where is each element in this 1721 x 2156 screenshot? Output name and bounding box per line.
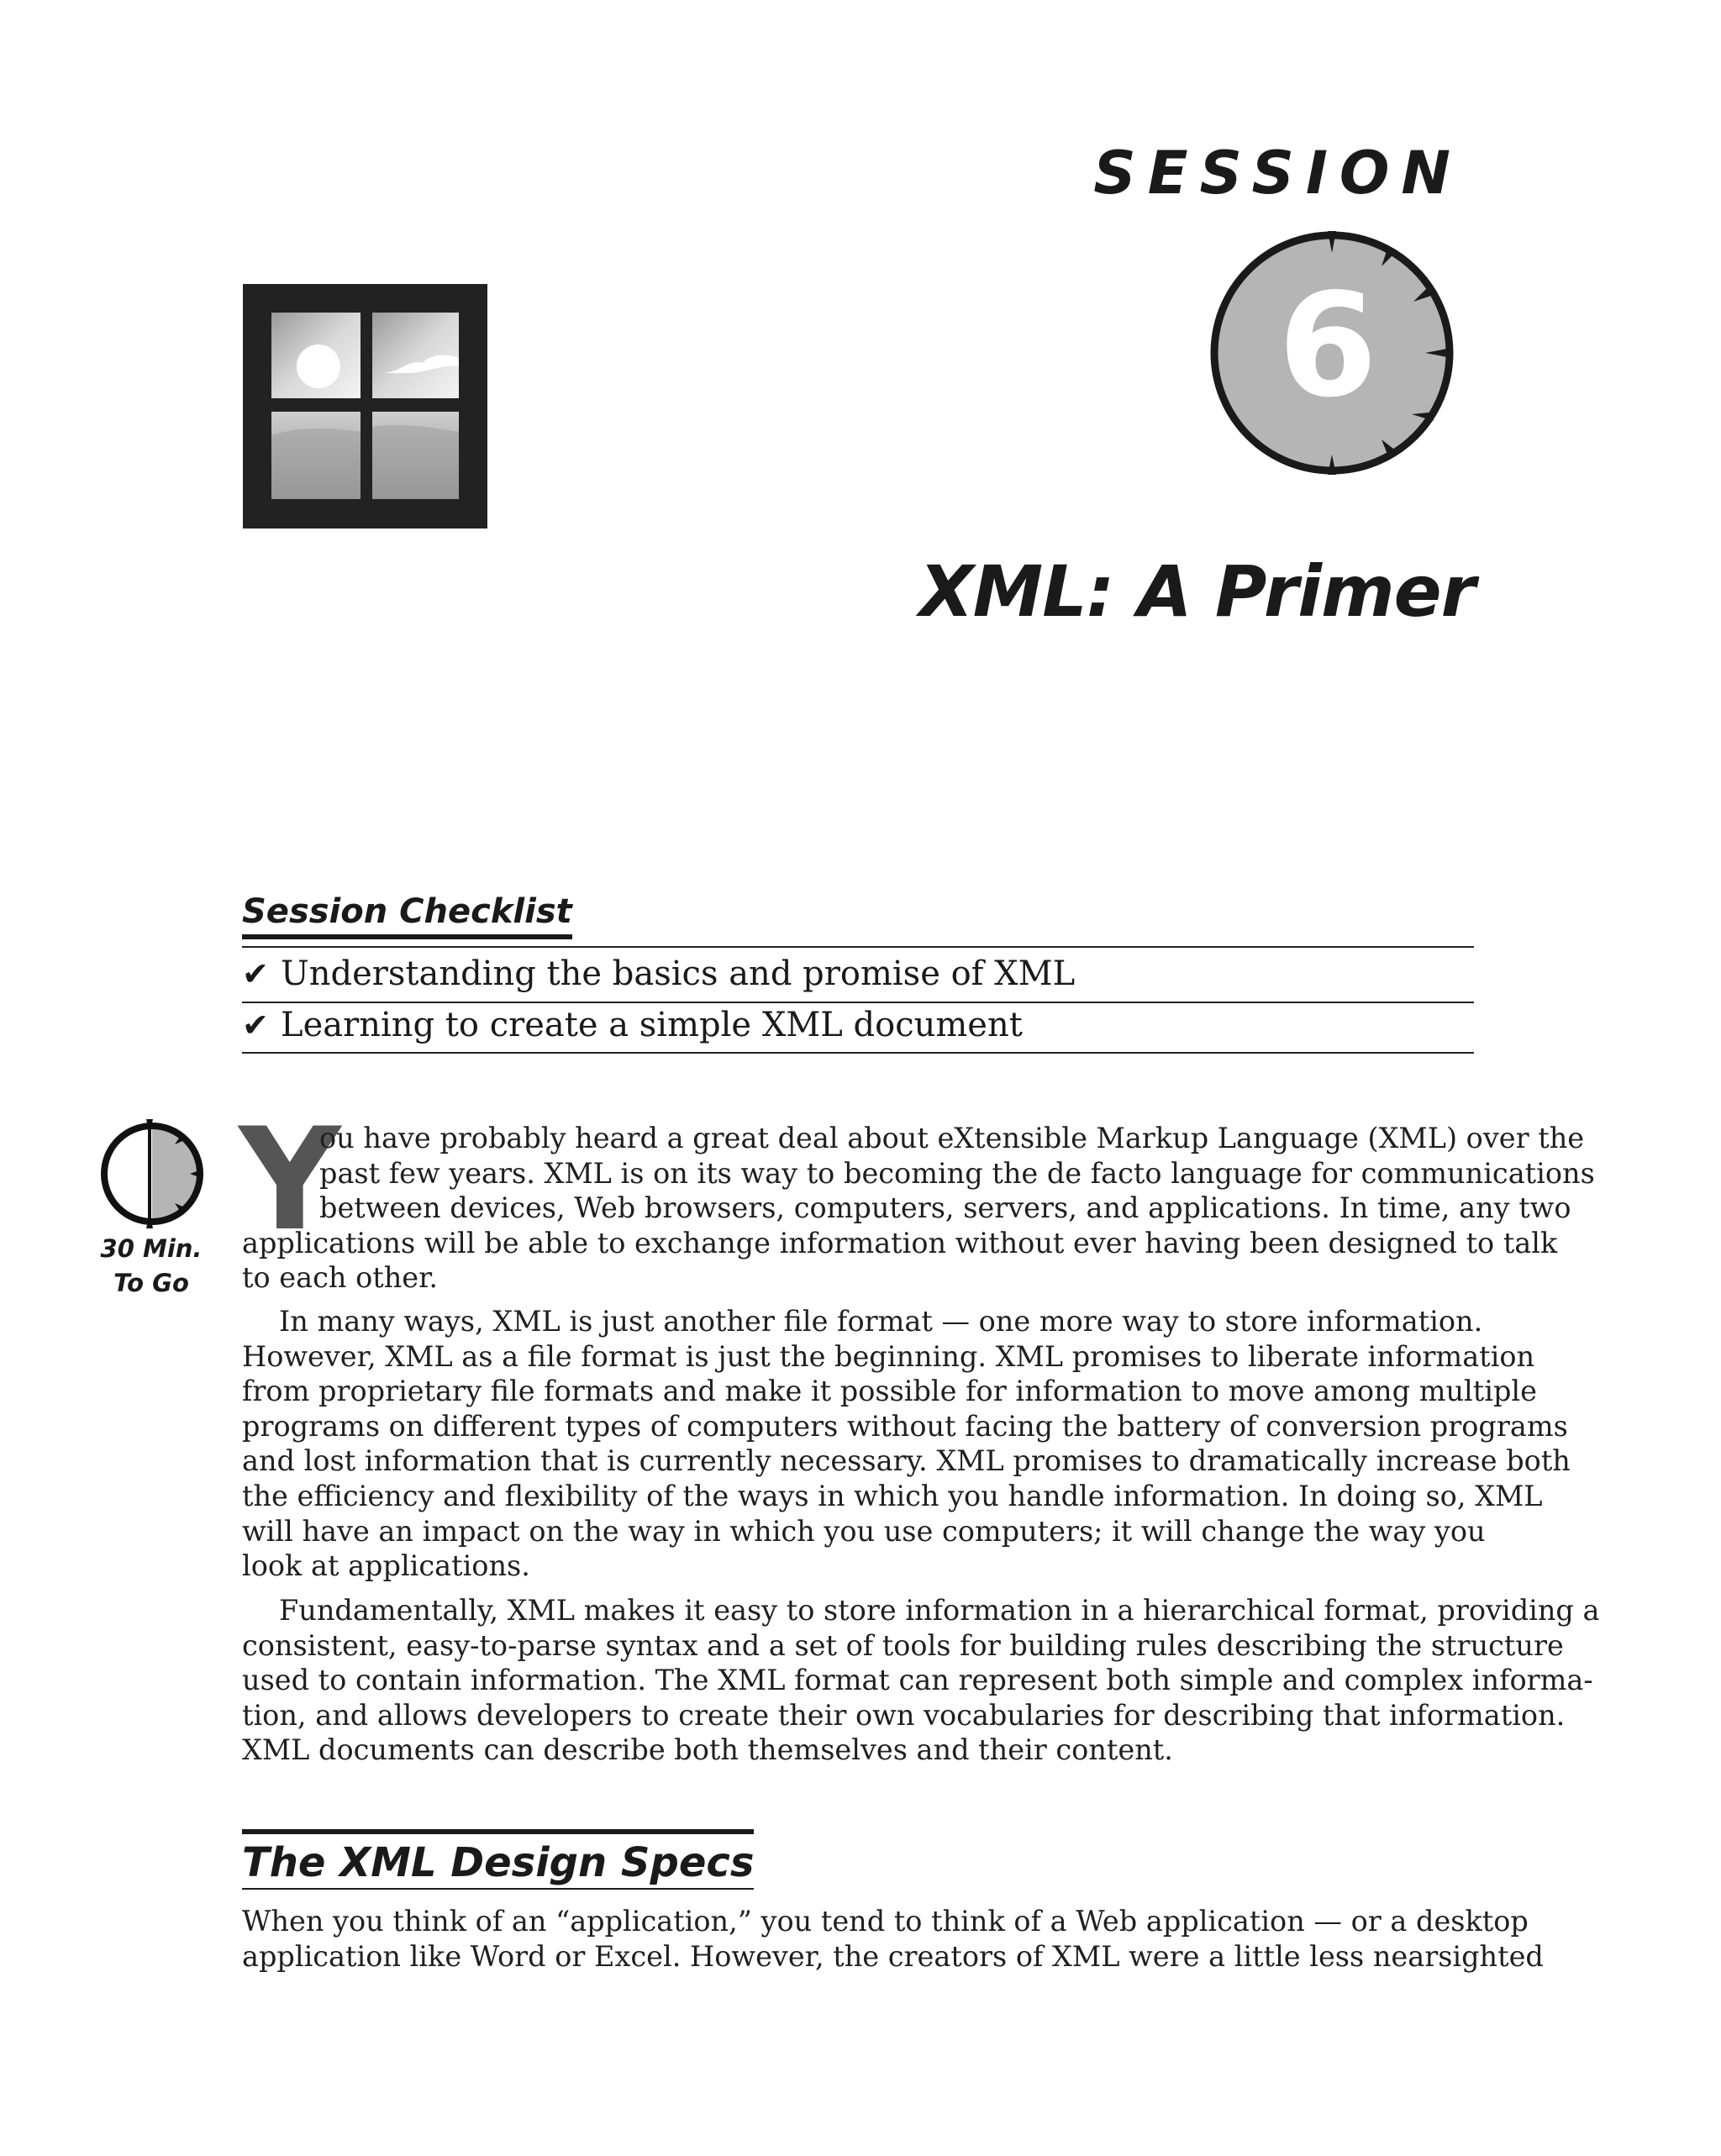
text-line: to each other. [242, 1261, 439, 1295]
checklist-item-text: Understanding the basics and promise of XML [281, 954, 1076, 993]
session-clock-badge [1202, 223, 1462, 487]
timer-caption [92, 1232, 210, 1301]
drop-cap: Y [239, 1097, 341, 1262]
checklist-heading: Session Checklist [242, 892, 572, 939]
timer-minutes: 30 Min. [100, 1234, 203, 1263]
text-line: application like Word or Excel. However, the creators of XML were a little less nearsighted [242, 1939, 1544, 1973]
text-line: past few years. XML is on its way to becoming the de facto language for communications [319, 1156, 1595, 1190]
checklist-rule-top [242, 946, 1474, 948]
text-line: between devices, Web browsers, computers, servers, and applications. In time, any two [319, 1191, 1571, 1225]
timer-to-go: To Go [113, 1269, 189, 1297]
text-line: However, XML as a file format is just the beginning. XML promises to liberate information [242, 1339, 1535, 1373]
section-heading: The XML Design Specs [242, 1829, 754, 1890]
session-label: SESSION [1093, 139, 1462, 208]
body-paragraph-2 [242, 1304, 1571, 1584]
text-line: used to contain information. The XML format can represent both simple and complex informa- [242, 1664, 1593, 1697]
body-paragraph-3 [242, 1593, 1600, 1768]
body-paragraph-1 [242, 1121, 1595, 1296]
check-icon: ✔ [242, 955, 269, 992]
text-line: programs on different types of computers without facing the battery of conversion programs [242, 1409, 1568, 1443]
text-line: tion, and allows developers to create their own vocabularies for describing that information. [242, 1698, 1566, 1732]
text-line: and lost information that is currently necessary. XML promises to dramatically increase both [242, 1444, 1571, 1478]
text-line: In many ways, XML is just another file format — one more way to store information. [279, 1305, 1483, 1338]
text-line: look at applications. [242, 1549, 530, 1583]
text-line: the efficiency and flexibility of the ways in which you handle information. In doing so, XML [242, 1479, 1543, 1512]
text-line: XML documents can describe both themselves and their content. [242, 1733, 1173, 1767]
text-line: will have an impact on the way in which you use computers; it will change the way you [242, 1514, 1486, 1548]
text-line: When you think of an “application,” you tend to think of a Web application — or a desktop [242, 1905, 1529, 1938]
session-number: 6 [1277, 263, 1378, 429]
chapter-title: XML: A Primer [918, 550, 1475, 633]
check-icon: ✔ [242, 1007, 269, 1044]
timer-icon [97, 1119, 207, 1228]
checklist-item [242, 952, 1474, 996]
checklist-item [242, 1003, 1474, 1047]
text-line: applications will be able to exchange information without ever having been designed to talk [242, 1226, 1558, 1259]
text-line: from proprietary file formats and make it possible for information to move among multiple [242, 1375, 1537, 1408]
text-line: Fundamentally, XML makes it easy to store information in a hierarchical format, providing a [279, 1594, 1600, 1627]
window-icon [243, 284, 487, 528]
checklist-rule-bottom [242, 1052, 1474, 1054]
text-line: consistent, easy-to-parse syntax and a set of tools for building rules describing the structure [242, 1628, 1564, 1662]
text-line: ou have probably heard a great deal about eXtensible Markup Language (XML) over the [319, 1122, 1585, 1154]
checklist-item-text: Learning to create a simple XML document [281, 1006, 1023, 1044]
design-specs-paragraph [242, 1904, 1544, 1974]
